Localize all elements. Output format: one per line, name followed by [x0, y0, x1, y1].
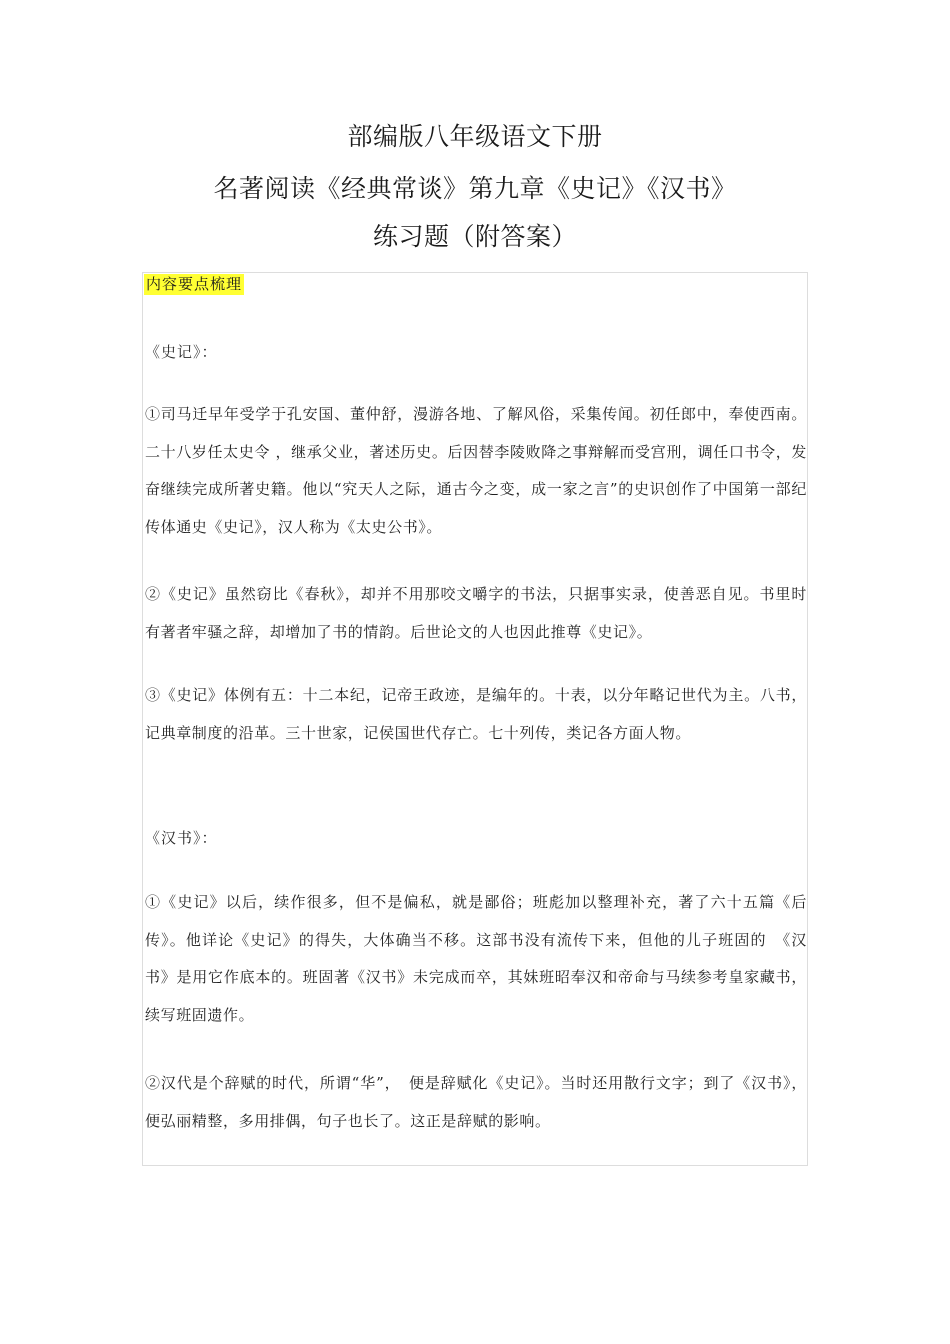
- document-subtitle: 名著阅读《经典常谈》第九章《史记》《汉书》: [213, 174, 737, 203]
- shiji-paragraph-1: ①司马迁早年受学于孔安国、董仲舒，漫游各地、了解风俗，采集传闻。初任郎中，奉使西南。二十八岁任太史令 ，继承父业，著述历史。后因替李陵败降之事辩解而受宫刑，调任口书令，发奋继续完成所著史籍。他以“究天人之际，通古今之变，成一家之言”的史识创作了中国第一部纪传体通史《史记》，汉人称为《太史公书》。: [145, 405, 807, 536]
- shiji-paragraph-2: ②《史记》虽然窃比《春秋》，却并不用那咬文嚼字的书法，只据事实录，使善恶自见。书里时有著者牢骚之辞，却增加了书的情韵。后世论文的人也因此推尊《史记》。: [145, 585, 807, 641]
- section-heading-highlight: 内容要点梳理: [146, 275, 243, 293]
- document-subtitle-exercises: 练习题（附答案）: [372, 222, 577, 251]
- shiji-paragraph-3: ③《史记》体例有五：十二本纪，记帝王政迹，是编年的。十表，以分年略记世代为主。八书，记典章制度的沿革。三十世家，记侯国世代存亡。七十列传，类记各方面人物。: [145, 686, 807, 742]
- shiji-label: 《史记》：: [145, 343, 218, 361]
- document-title: 部编版八年级语文下册: [347, 122, 603, 151]
- hanshu-paragraph-2: ②汉代是个辞赋的时代，所谓“华”， 便是辞赋化《史记》。当时还用散行文字；到了《汉书》，便弘丽精整，多用排偶，句子也长了。这正是辞赋的影响。: [145, 1074, 807, 1130]
- hanshu-label: 《汉书》：: [145, 829, 218, 847]
- hanshu-paragraph-1: ①《史记》以后，续作很多，但不是偏私，就是鄙俗；班彪加以整理补充，著了六十五篇《后传》。他详论《史记》的得失，大体确当不移。这部书没有流传下来，但他的儿子班固的 《汉书》是用它作底本的。班固著《汉书》未完成而卒，其妹班昭奉汉和帝命与马续参考皇家藏书，续写班固遗作。: [145, 893, 807, 1024]
